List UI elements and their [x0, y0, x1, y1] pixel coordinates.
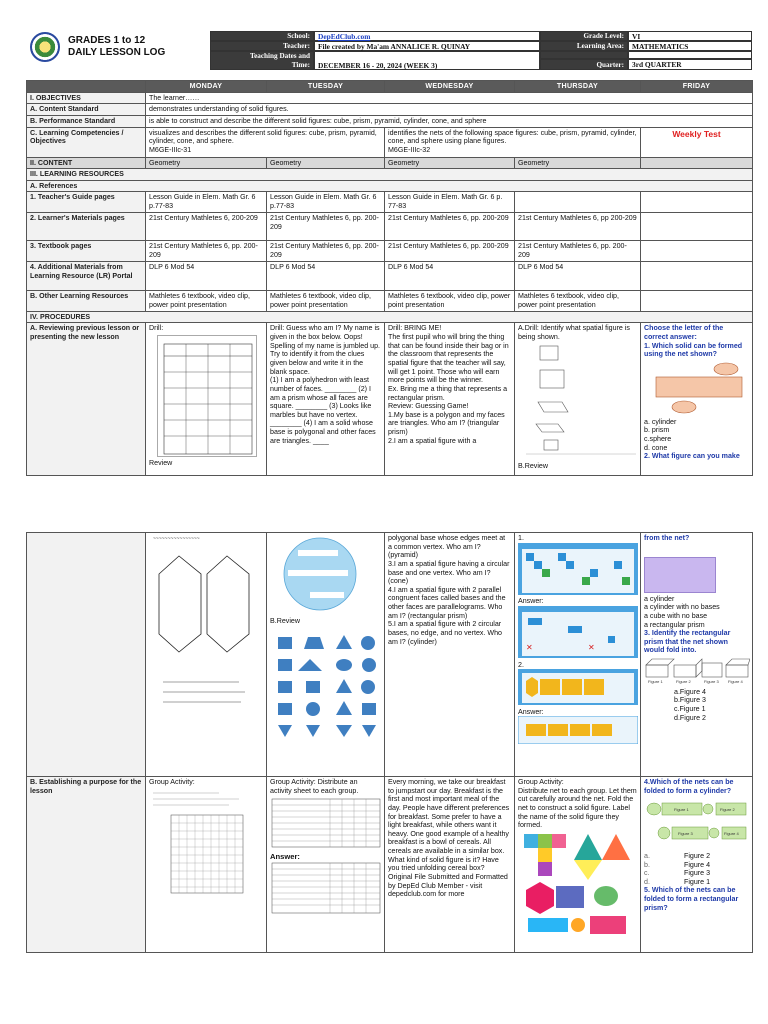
- fri-q2-cont: from the net?: [644, 534, 690, 542]
- activity-sheet-table-icon: [270, 795, 382, 849]
- day-header-thursday: THURSDAY: [515, 81, 641, 93]
- row-learning-resources: III. LEARNING RESOURCES: [27, 169, 753, 181]
- area-value: MATHEMATICS: [628, 41, 752, 51]
- competency-mon: [146, 127, 385, 157]
- review-wed-text: Drill: BRING ME! The first pupil who will bring the thing that can be found inside their bag or in the classroom that represents the spatial figure that the teacher will say, will get 1 point. Those who will earn more points will be the winner. Ex. Bring me a thing that represents a rectangular prism. Review: Guessing Game! 1.My base is a polygon and my faces are triangles. Who am I? (triangular prism) 2.I am a spatial figure with a: [388, 324, 509, 445]
- review-thu-cont: [515, 533, 641, 777]
- fri-q4-opt-c-text: Figure 3: [684, 869, 711, 878]
- thu-item2-number: 2.: [518, 660, 524, 669]
- lm-wed: 21st Century Mathletes 6, pp. 200-209: [385, 213, 515, 241]
- cylinder-nets-icon: [644, 795, 750, 849]
- competency-wed: [385, 127, 641, 157]
- review-mon: [146, 323, 267, 476]
- row-competencies: C. Learning Competencies / Objectives: [27, 127, 146, 157]
- doc-title-line2: DAILY LESSON LOG: [68, 47, 166, 58]
- fri-q1-opt-a: a. cylinder: [644, 417, 677, 426]
- concept-circle-icon: [270, 534, 382, 614]
- spatial-figure-drawings-icon: [518, 342, 638, 460]
- review-fri-cont: [641, 533, 753, 777]
- tg-fri: [641, 192, 753, 213]
- grade-label: Grade Level:: [540, 31, 628, 41]
- fri-q4-opt-a-letter: a.: [644, 851, 650, 860]
- grade-blank-right: [628, 51, 752, 59]
- school-value[interactable]: DepEdClub.com: [314, 31, 540, 41]
- tb-thu: 21st Century Mathletes 6, pp. 200-209: [515, 241, 641, 262]
- fri-intro: Choose the letter of the correct answer:: [644, 324, 724, 342]
- fri-q4-opt-c-letter: c.: [644, 869, 650, 878]
- fri-q3-fig-label-3: Figure 3: [704, 679, 719, 685]
- competency-mon-text: visualizes and describes the different solid figures: cube, prism, pyramid, cylinder, cone, and sphere.: [149, 128, 377, 146]
- fri-q4-net-label-1: Figure 1: [674, 807, 689, 813]
- purpose-tue-text: Group Activity: Distribute an activity sheet to each group.: [270, 778, 359, 795]
- review-thu: [515, 323, 641, 476]
- fri-q2-opt-b: a cylinder with no bases: [644, 603, 720, 612]
- review-wed-cont-text: polygonal base whose edges meet at a common vertex. Who am I? (pyramid) 3.I am a spatial figure having a circular base and one vertex. Who am I? (cone) 4.I am a spatial figure with 2 parallel congruent faces called bases and the other faces are parallelograms. Who am I? (rectangular prism) 5.I am a spatial figure with 2 circular bases, no edge, and no vertex. Who am I? (cylinder): [388, 534, 510, 646]
- dates-label-line1: Teaching Dates and: [249, 52, 310, 60]
- area-label: Learning Area:: [540, 41, 628, 51]
- thu-answer2: Answer:: [518, 707, 544, 716]
- tb-mon: 21st Century Mathletes 6, pp. 200-209: [146, 241, 267, 262]
- activity-sheet-answer-icon: [270, 861, 382, 915]
- am-wed: DLP 6 Mod 54: [385, 262, 515, 291]
- colorful-nets-icon: [518, 830, 636, 938]
- fri-q3-fig-label-4: Figure 4: [728, 679, 743, 685]
- fri-q4-opt-a-text: Figure 2: [684, 851, 711, 860]
- competency-mon-code: M6GE-IIIc-31: [149, 145, 192, 154]
- purpose-thu: [515, 777, 641, 953]
- content-mon: Geometry: [146, 157, 267, 169]
- fri-q3-opt-b: b.Figure 3: [674, 696, 706, 705]
- teacher-value: File created by Ma'am ANNALICE R. QUINAY: [314, 41, 540, 51]
- tg-mon: Lesson Guide in Elem. Math Gr. 6 p.77-83: [146, 192, 267, 213]
- row-reviewing: A. Reviewing previous lesson or presenting the new lesson: [27, 323, 146, 476]
- fri-q2-opt-c: a cube with no base: [644, 611, 708, 620]
- purpose-fri: [641, 777, 753, 953]
- row-performance-standard: B. Performance Standard: [27, 115, 146, 127]
- am-fri: [641, 262, 753, 291]
- fri-q4: 4.Which of the nets can be folded to form a cylinder?: [644, 778, 734, 795]
- quarter-label: Quarter:: [540, 59, 628, 70]
- olr-tue: Mathletes 6 textbook, video clip, power point presentation: [267, 291, 385, 311]
- fri-q3-opt-c: c.Figure 1: [674, 705, 706, 714]
- olr-thu: Mathletes 6 textbook, video clip, power point presentation: [515, 291, 641, 311]
- venn-hexagon-worksheet-icon: [149, 534, 261, 772]
- day-header-monday: MONDAY: [146, 81, 267, 93]
- weekly-test-label: Weekly Test: [641, 127, 753, 157]
- review-thu-drill: A.Drill: Identify what spatial figure is being shown.: [518, 324, 630, 342]
- fri-q5: 5. Which of the nets can be folded to form a rectangular prism?: [644, 886, 739, 912]
- review-wed: [385, 323, 515, 476]
- cube-net-options-icon: [518, 606, 638, 658]
- fri-q4-opt-c: [644, 869, 749, 878]
- thu-answer1: Answer:: [518, 597, 544, 606]
- competency-wed-code: M6GE-IIIc-32: [388, 145, 431, 154]
- fri-q3-opt-d: d.Figure 2: [674, 713, 706, 722]
- doc-title-line1: GRADES 1 to 12: [68, 35, 146, 46]
- review-mon-review: Review: [149, 459, 173, 468]
- fri-q3-fig-label-1: Figure 1: [648, 679, 663, 685]
- olr-fri: [641, 291, 753, 311]
- fri-q4-opt-a: [644, 852, 749, 861]
- fri-q4-opt-b: [644, 861, 749, 870]
- tb-wed: 21st Century Mathletes 6, pp. 200-209: [385, 241, 515, 262]
- review-tue-review: B.Review: [270, 616, 300, 625]
- fri-q4-net-label-4: Figure 4: [724, 831, 739, 837]
- row-learners-materials: 2. Learner's Materials pages: [27, 213, 146, 241]
- day-header-wednesday: WEDNESDAY: [385, 81, 515, 93]
- review-mon-cont: [146, 533, 267, 777]
- svg-text:✕: ✕: [526, 642, 533, 652]
- review-mon-drill: Drill:: [149, 324, 164, 333]
- rectangular-prism-figures-icon: [644, 655, 750, 685]
- tg-wed: Lesson Guide in Elem. Math Gr. 6 p. 77-83: [385, 192, 515, 213]
- lm-fri: [641, 213, 753, 241]
- content-fri: [641, 157, 753, 169]
- day-header-friday: FRIDAY: [641, 81, 753, 93]
- solid-shapes-grid-icon: [270, 625, 382, 757]
- fri-q3-fig-label-2: Figure 2: [676, 679, 691, 685]
- olr-wed: Mathletes 6 textbook, video clip, power point presentation: [385, 291, 515, 311]
- objectives-text: The learner……: [146, 92, 753, 104]
- school-label: School:: [210, 31, 314, 41]
- performance-standard-text: is able to construct and describe the different solid figures: cube, prism, pyramid, cylinder, cone, and sphere: [146, 115, 753, 127]
- fri-q4-opt-b-text: Figure 4: [684, 860, 711, 869]
- mon-drill-worksheet-image: [157, 335, 257, 457]
- review-fri: [641, 323, 753, 476]
- review-wed-cont: [385, 533, 515, 777]
- content-standard-text: demonstrates understanding of solid figures.: [146, 104, 753, 116]
- fri-q3-opt-a: a.Figure 4: [674, 687, 706, 696]
- competency-wed-text: identifies the nets of the following space figures: cube, prism, pyramid, cylinder, cone, and sphere using plane figures.: [388, 128, 637, 146]
- prism-nets-icon: [518, 669, 638, 705]
- worksheet-table-icon: [158, 336, 257, 457]
- review-thu-review: B.Review: [518, 462, 548, 471]
- content-tue: Geometry: [267, 157, 385, 169]
- purpose-thu-text: Group Activity: Distribute net to each group. Let them cut carefully around the net. Fold the net to construct a solid figure. Label the name of the solid figure they formed.: [518, 778, 637, 830]
- svg-text:~~~~~~~~~~~~~~~~: ~~~~~~~~~~~~~~~~: [153, 536, 200, 542]
- row-purpose: B. Establishing a purpose for the lesson: [27, 777, 146, 953]
- lm-tue: 21st Century Mathletes 6, pp. 200-209: [267, 213, 385, 241]
- row-teachers-guide: 1. Teacher's Guide pages: [27, 192, 146, 213]
- fri-q2: 2. What figure can you make: [644, 452, 740, 461]
- fri-q1-opt-d: d. cone: [644, 443, 668, 452]
- quarter-value: 3rd QUARTER: [628, 59, 752, 70]
- svg-text:✕: ✕: [588, 642, 595, 652]
- fri-q1: 1. Which solid can be formed using the net shown?: [644, 341, 743, 359]
- am-thu: DLP 6 Mod 54: [515, 262, 641, 291]
- teacher-label: Teacher:: [210, 41, 314, 51]
- fri-q2-net-image: [644, 557, 716, 593]
- purpose-wed-text: Every morning, we take our breakfast to jumpstart our day. Breakfast is the first and most important meal of the day. People have different preferences for breakfast. Some prefer to have a light breakfast, while others want it heavy. One good example of a healthy breakfast is a bowl of cereals. All cereals are available in a similar box. What kind of solid figure is it? Have you tried unfolding cereal box? Original File Submitted and Formatted by DepEd Club Member - visit depedclub.com for more: [388, 778, 510, 899]
- day-header-blank: [27, 81, 146, 93]
- row-procedures: IV. PROCEDURES: [27, 311, 753, 323]
- fri-q2-opt-a: a cylinder: [644, 594, 675, 603]
- am-tue: DLP 6 Mod 54: [267, 262, 385, 291]
- dll-table-page2: [26, 532, 753, 953]
- dll-table-page1: [26, 80, 753, 476]
- content-thu: Geometry: [515, 157, 641, 169]
- review-tue-cont: [267, 533, 385, 777]
- row-other-resources: B. Other Learning Resources: [27, 291, 146, 311]
- prism-net-answer-icon: [518, 716, 638, 744]
- row-references: A. References: [27, 180, 753, 192]
- olr-mon: Mathletes 6 textbook, video clip, power point presentation: [146, 291, 267, 311]
- tg-thu: [515, 192, 641, 213]
- purpose-tue: [267, 777, 385, 953]
- fri-q4-opt-b-letter: b.: [644, 860, 650, 869]
- word-search-worksheet-icon: [149, 787, 261, 897]
- purpose-wed: [385, 777, 515, 953]
- cone-net-icon: [644, 359, 750, 415]
- fri-q2-opt-d: a rectangular prism: [644, 620, 705, 629]
- fri-q1-opt-c: c.sphere: [644, 434, 672, 443]
- row-objectives: I. OBJECTIVES: [27, 92, 146, 104]
- dates-label: [210, 51, 314, 70]
- grade-value: VI: [628, 31, 752, 41]
- review-tue: [267, 323, 385, 476]
- tg-tue: Lesson Guide in Elem. Math Gr. 6 p.77-83: [267, 192, 385, 213]
- fri-q3: 3. Identify the rectangular prism that the net shown would fold into.: [644, 629, 731, 655]
- review-tue-text: Drill: Guess who am I? My name is given in the box below. Oops! Spelling of my name is jumbled up. Try to identify it from the clues given below and write it in the blank space. (1) I am a polyhedron with least number of faces. ________ (2) I am a prism whose all faces are square. ________ (3) Looks like marbles but have no vertex. ________ (4) I am a solid whose base is polygonal and other faces are triangles. ____: [270, 324, 381, 445]
- dates-label-line2: Time:: [291, 61, 310, 69]
- row-content-standard: A. Content Standard: [27, 104, 146, 116]
- tb-fri: [641, 241, 753, 262]
- row-reviewing-cont: [27, 533, 146, 777]
- fri-q4-opt-d-text: Figure 1: [684, 877, 711, 886]
- thu-item1-number: 1.: [518, 534, 524, 542]
- row-additional-materials: 4. Additional Materials from Learning Resource (LR) Portal: [27, 262, 146, 291]
- purpose-tue-answer: Answer:: [270, 851, 300, 861]
- fri-q4-net-label-3: Figure 3: [678, 831, 693, 837]
- day-header-tuesday: TUESDAY: [267, 81, 385, 93]
- cube-net-grid-icon: [518, 543, 638, 595]
- content-wed: Geometry: [385, 157, 515, 169]
- purpose-mon-text: Group Activity:: [149, 778, 195, 786]
- lm-mon: 21st Century Mathletes 6, 200-209: [146, 213, 267, 241]
- lm-thu: 21st Century Mathletes 6, pp 200-209: [515, 213, 641, 241]
- grade-blank-left: [540, 51, 628, 59]
- fri-q1-opt-b: b. prism: [644, 426, 670, 435]
- dates-value: DECEMBER 16 - 20, 2024 (WEEK 3): [314, 51, 540, 70]
- fri-q4-opt-d: [644, 878, 749, 887]
- fri-q4-opt-d-letter: d.: [644, 877, 650, 886]
- fri-q4-net-label-2: Figure 2: [720, 807, 735, 813]
- tb-tue: 21st Century Mathletes 6, pp. 200-209: [267, 241, 385, 262]
- purpose-mon: [146, 777, 267, 953]
- row-content: II. CONTENT: [27, 157, 146, 169]
- row-textbook: 3. Textbook pages: [27, 241, 146, 262]
- am-mon: DLP 6 Mod 54: [146, 262, 267, 291]
- deped-seal-icon: [30, 32, 60, 62]
